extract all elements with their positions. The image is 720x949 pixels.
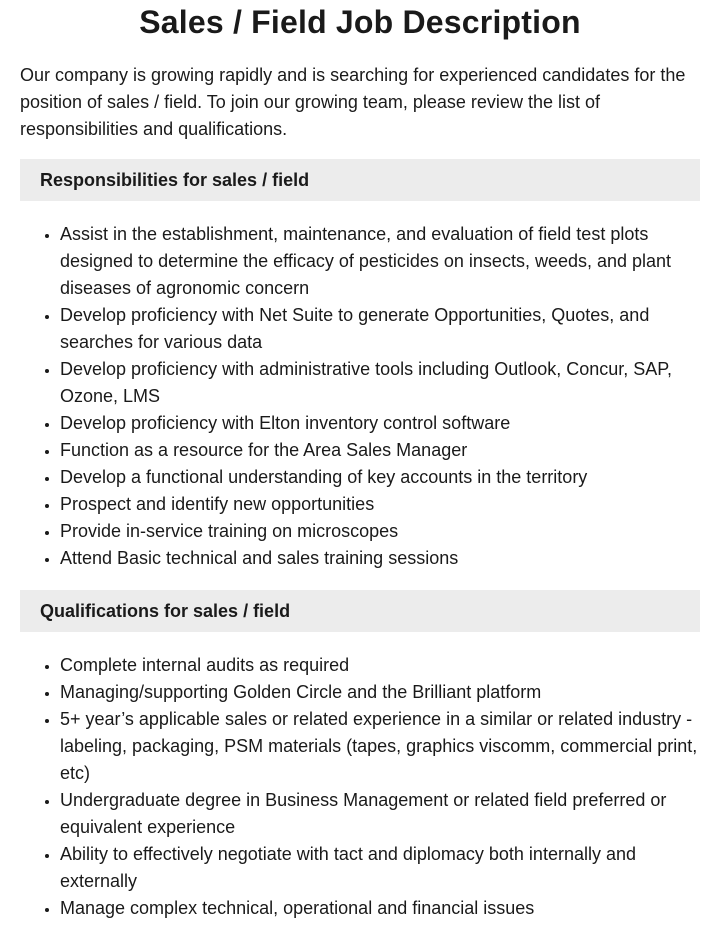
list-item: • Prospect and identify new opportunities: [60, 491, 700, 518]
list-item: • Develop proficiency with administrative tools including Outlook, Concur, SAP, Ozone, LMS: [60, 356, 700, 410]
list-item: • Undergraduate degree in Business Management or related field preferred or equivalent experience: [60, 787, 700, 841]
list-item: • Complete internal audits as required: [60, 652, 700, 679]
list-item: • Function as a resource for the Area Sales Manager: [60, 437, 700, 464]
list-item: • Assist in the establishment, maintenance, and evaluation of field test plots designed to determine the efficacy of pesticides on insects, weeds, and plant diseases of agronomic concern: [60, 221, 700, 302]
qualifications-list: [20, 652, 700, 922]
list-item: • Develop proficiency with Elton inventory control software: [60, 410, 700, 437]
list-item: • Develop proficiency with Net Suite to generate Opportunities, Quotes, and searches for various data: [60, 302, 700, 356]
list-item: • 5+ year’s applicable sales or related experience in a similar or related industry - labeling, packaging, PSM materials (tapes, graphics viscomm, commercial print, etc): [60, 706, 700, 787]
page-title: Sales / Field Job Description: [139, 4, 581, 40]
list-item: • Attend Basic technical and sales training sessions: [60, 545, 700, 572]
list-item: • Managing/supporting Golden Circle and the Brilliant platform: [60, 679, 700, 706]
responsibilities-list: [20, 221, 700, 572]
list-item: • Ability to effectively negotiate with tact and diplomacy both internally and externally: [60, 841, 700, 895]
list-item: • Develop a functional understanding of key accounts in the territory: [60, 464, 700, 491]
list-item: • Manage complex technical, operational and financial issues: [60, 895, 700, 922]
intro-paragraph: Our company is growing rapidly and is searching for experienced candidates for the position of sales / field. To join our growing team, please review the list of responsibilities and qualifications.: [20, 65, 686, 139]
responsibilities-heading: Responsibilities for sales / field: [20, 159, 700, 201]
list-item: • Provide in-service training on microscopes: [60, 518, 700, 545]
qualifications-heading: Qualifications for sales / field: [20, 590, 700, 632]
